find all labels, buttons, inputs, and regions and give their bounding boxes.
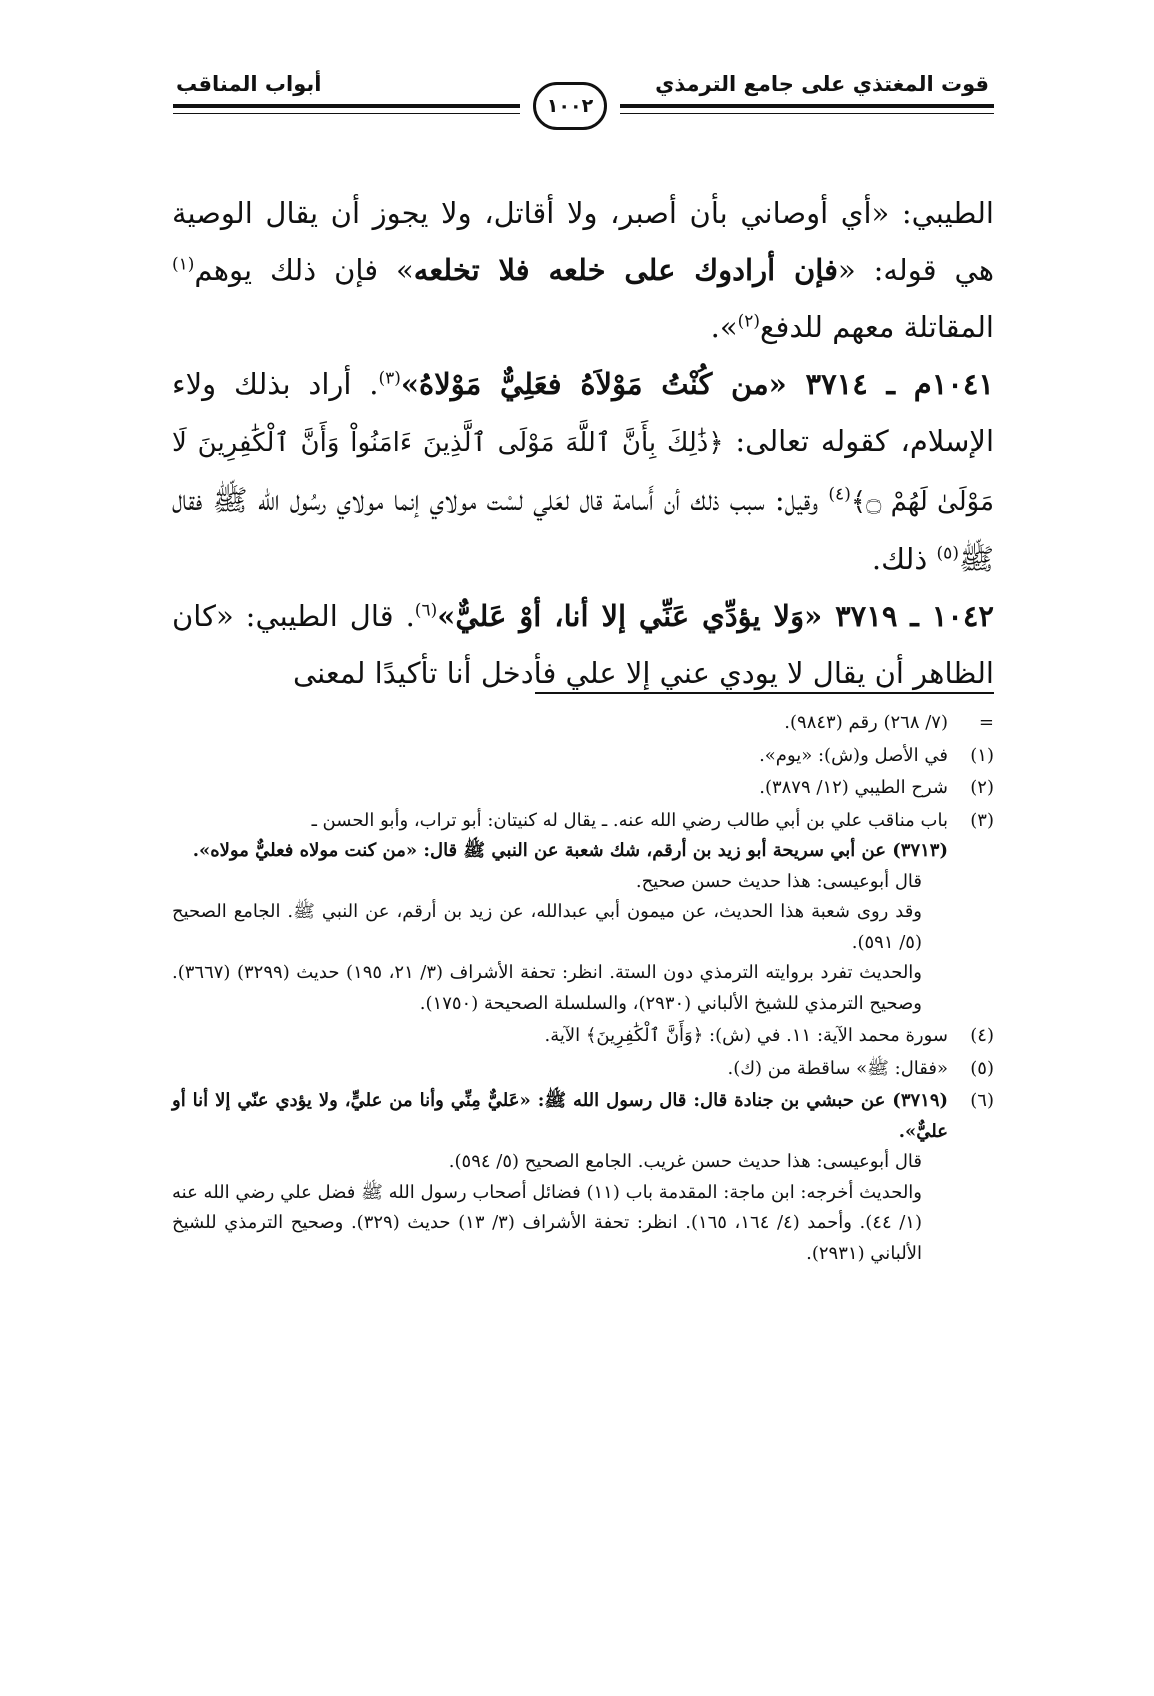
footnote-3 bbox=[172, 806, 994, 1020]
header-rule-left-thin bbox=[173, 113, 520, 114]
text-span: الطيبي: «أي أوصاني بأن أصبر، ولا أقاتل، ولا يجوز أن يقال الوصية bbox=[172, 196, 994, 230]
footnote-number: (٥) bbox=[970, 1057, 994, 1079]
footnote-number: (٢) bbox=[970, 777, 994, 798]
text-span: . أراد بذلك ولاء الإسلام، كقوله تعالى: bbox=[172, 367, 994, 458]
footnote-ref[interactable]: (٦) bbox=[414, 600, 438, 621]
main-text bbox=[172, 185, 994, 702]
footnote-line: قال أبوعيسى: هذا حديث حسن غريب. الجامع الصحيح (٥/ ٥٩٤). bbox=[448, 1151, 922, 1172]
footnote-number: (١) bbox=[970, 744, 994, 766]
footnote-line: باب مناقب علي بن أبي طالب رضي الله عنه. ـ يقال له كنيتان: أبو تراب، وأبو الحسن ـ bbox=[311, 809, 948, 831]
hadith-heading: ١٠٤١م ـ ٣٧١٤ «من كُنْتُ مَوْلاَهُ فعَلِيٌّ مَوْلاهُ» bbox=[400, 367, 994, 401]
text-span: هي قوله: « bbox=[837, 253, 994, 287]
quran-verse: ﴿ذَٰلِكَ بِأَنَّ ٱللَّهَ مَوْلَى ٱلَّذِينَ ءَامَنُواْ وَأَنَّ ٱلْكَٰفِرِينَ لَا مَوْلَىٰ لَهُمْ ۝﴾ bbox=[172, 428, 994, 517]
paragraph-commentary bbox=[172, 185, 994, 356]
text-span: معهم للدفع bbox=[760, 310, 895, 344]
header-rule-right-thick bbox=[620, 104, 994, 108]
footnote-line: وقد روى شعبة هذا الحديث، عن ميمون أبي عبدالله، عن زيد بن أرقم، عن النبي ﷺ. الجامع الصحيح (٥/ ٥٩١). bbox=[172, 901, 922, 953]
text-span: المقاتلة bbox=[903, 310, 994, 344]
text-span: وقيل: سبب ذلك أن أَسامة قال لعَلي لسْت مولاي إنما مولاي رسُول الله ﷺ فقال ﷺ bbox=[172, 483, 994, 576]
text-span: » فإن ذلك يوهم bbox=[194, 253, 414, 287]
footnote-number: (٦) bbox=[970, 1090, 994, 1111]
header-rule-right-thin bbox=[620, 113, 994, 114]
text-span: ذلك. bbox=[871, 542, 937, 576]
footnote-text: سورة محمد الآية: ١١. في (ش): ﴿وَأَنَّ ٱلْكَٰفِرِينَ﴾ الآية. bbox=[544, 1025, 948, 1046]
footnote-1 bbox=[172, 741, 994, 772]
text-span: . قال الطيبي: «كان الظاهر أن يقال لا يودي عني إلا علي فأدخل أنا تأكيدًا لمعنى bbox=[172, 599, 994, 690]
footnote-text: (٧/ ٢٦٨) رقم (٩٨٤٣). bbox=[784, 712, 948, 733]
quoted-hadith-phrase: فإن أرادوك على خلعه فلا تخلعه bbox=[413, 253, 838, 287]
footnote-ref[interactable]: (٥) bbox=[936, 543, 959, 564]
footnote-line: (٣٧١٩) عن حبشي بن جنادة قال: قال رسول الله ﷺ: «عَليٌّ مِنِّي وأنا من عليٍّ، ولا يؤدي عنّي إلا أنا أو عليٌّ». bbox=[172, 1090, 949, 1142]
footnote-line: والحديث تفرد بروايته الترمذي دون الستة. انظر: تحفة الأشراف (٣/ ٢١، ١٩٥) حديث (٣٢٩٩) (٣٦٦٧). وصحيح الترمذي للشيخ الألباني (٢٩٣٠)، والسلسلة الصحيحة (١٧٥٠). bbox=[172, 962, 922, 1014]
footnote-5 bbox=[172, 1054, 994, 1085]
header-rule-left-thick bbox=[173, 104, 520, 108]
footnote-number: (٤) bbox=[970, 1025, 994, 1046]
footnote-continuation bbox=[172, 708, 994, 739]
running-header-book-title: قوت المغتذي على جامع الترمذي bbox=[655, 72, 989, 96]
footnotes bbox=[172, 708, 994, 1271]
footnote-text: «فقال: ﷺ» ساقطة من (ك). bbox=[727, 1057, 948, 1079]
footnote-body bbox=[172, 1086, 948, 1269]
footnote-4 bbox=[172, 1021, 994, 1052]
footnote-line: قال أبوعيسى: هذا حديث حسن صحيح. bbox=[635, 870, 922, 892]
continuation-mark: = bbox=[978, 712, 994, 733]
paragraph-hadith-1042 bbox=[172, 588, 994, 702]
footnote-line: (٣٧١٣) عن أبي سريحة أبو زيد بن أرقم، شك شعبة عن النبي ﷺ قال: «من كنت مولاه فعليٌّ مولاه». bbox=[192, 840, 948, 861]
page-number: ١٠٠٢ bbox=[533, 82, 607, 130]
running-header-chapter-title: أبواب المناقب bbox=[176, 72, 322, 96]
footnote-line: والحديث أخرجه: ابن ماجة: المقدمة باب (١١) فضائل أصحاب رسول الله ﷺ فضل علي رضي الله عنه (١/ ٤٤). وأحمد (٤/ ١٦٤، ١٦٥). انظر: تحفة الأشراف (٣/ ١٣) حديث (٣٢٩). وصحيح الترمذي للشيخ الألباني (٢٩٣١). bbox=[172, 1181, 922, 1264]
footnote-ref[interactable]: (٢) bbox=[737, 311, 761, 332]
footnote-ref[interactable]: (٤) bbox=[828, 484, 851, 505]
footnote-ref[interactable]: (٣) bbox=[378, 368, 401, 389]
footnote-ref[interactable]: (١) bbox=[172, 254, 195, 275]
paragraph-hadith-1041 bbox=[172, 356, 994, 588]
footnote-text: في الأصل و(ش): «يوم». bbox=[759, 744, 948, 766]
text-span: ». bbox=[710, 310, 738, 344]
footnote-separator bbox=[535, 692, 994, 694]
footnote-text: شرح الطيبي (١٢/ ٣٨٧٩). bbox=[759, 777, 948, 798]
footnote-number: (٣) bbox=[970, 809, 994, 831]
footnote-body bbox=[172, 806, 948, 1020]
footnote-2 bbox=[172, 773, 994, 804]
footnote-6 bbox=[172, 1086, 994, 1269]
hadith-heading: ١٠٤٢ ـ ٣٧١٩ «وَلا يؤدِّي عَنِّي إلا أنا، أوْ عَليٌّ» bbox=[437, 599, 994, 633]
